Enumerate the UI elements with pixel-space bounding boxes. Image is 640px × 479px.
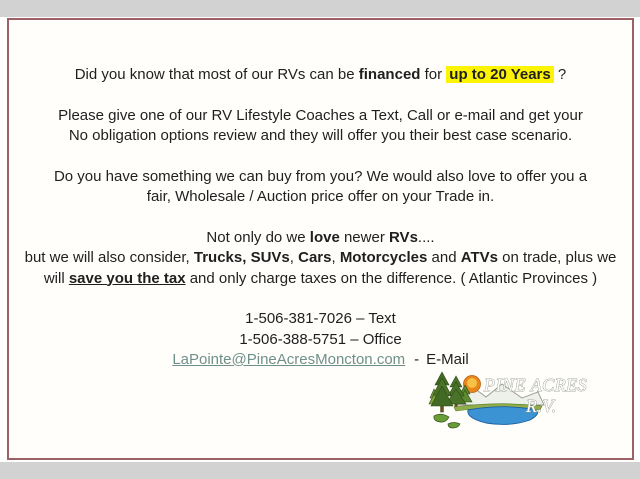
atvs-bold-text: ATVs	[460, 249, 498, 266]
trade-l1-mid: newer	[339, 228, 389, 246]
suvs-bold-text: SUVs	[250, 249, 290, 266]
email-label: E-Mail	[426, 351, 469, 368]
save-tax-bold-underline-text: save you the tax	[68, 269, 186, 287]
financing-post-text: ?	[553, 66, 567, 83]
buy-line-1: Do you have something we can buy from you? We would also love to offer you a	[53, 167, 588, 185]
coaches-line-2: No obligation options review and they will offer you their best case scenario.	[68, 127, 573, 144]
coaches-line-1: Please give one of our RV Lifestyle Coaches a Text, Call or e-mail and get your	[58, 106, 583, 124]
bottom-bar	[0, 462, 640, 479]
financed-bold-text: financed	[358, 66, 421, 83]
flyer-content	[9, 20, 632, 391]
top-bar	[0, 0, 640, 17]
islands-icon	[434, 414, 460, 428]
trade-l1-pre: Not only do we	[206, 228, 310, 246]
love-bold-text: love	[309, 228, 340, 246]
pine-acres-rv-logo	[428, 371, 602, 429]
office-phone-line: 1-506-388-5751 – Office	[239, 330, 402, 348]
financing-line	[9, 65, 632, 86]
trade-line-3	[9, 269, 632, 290]
trade-l2-and: and	[427, 249, 461, 266]
pine-acres-logo-graphic	[428, 371, 602, 429]
trucks-bold-text: Trucks,	[193, 249, 247, 266]
trade-l2-sep1: ,	[289, 249, 299, 266]
trade-l2-post: on trade, plus we	[497, 249, 617, 266]
financing-mid-text: for	[420, 66, 447, 83]
email-link[interactable]: LaPointe@PineAcresMoncton.com	[172, 351, 406, 368]
logo-subtitle-text: R.V.	[526, 396, 557, 416]
buy-from-you-paragraph	[9, 167, 632, 208]
trade-l2-sep2: ,	[331, 249, 340, 266]
coaches-paragraph	[9, 106, 632, 147]
trade-l3-pre: will	[43, 269, 69, 287]
trade-l3-post: and only charge taxes on the difference. ( Atlantic Provinces )	[185, 269, 598, 287]
financing-text: Did you know that most of our RVs can be	[74, 66, 359, 83]
flyer-card	[7, 18, 634, 460]
trade-l1-post: ....	[417, 228, 435, 246]
trade-paragraph	[9, 228, 632, 290]
buy-line-2: fair, Wholesale / Auction price offer on your Trade in.	[146, 188, 495, 205]
trade-line-2	[9, 248, 632, 269]
cars-bold-text: Cars	[298, 249, 332, 266]
trade-line-1	[9, 228, 632, 249]
email-separator: -	[414, 351, 420, 368]
text-phone-line: 1-506-381-7026 – Text	[245, 310, 396, 327]
email-line	[9, 350, 632, 371]
logo-title-text: PINE ACRES	[484, 375, 588, 395]
trade-l2-pre: but we will also consider,	[24, 249, 194, 266]
rvs-bold-text: RVs	[389, 228, 418, 246]
contact-block	[9, 309, 632, 371]
motorcycles-bold-text: Motorcycles	[339, 249, 428, 266]
highlighted-years-text: up to 20 Years	[446, 66, 553, 83]
